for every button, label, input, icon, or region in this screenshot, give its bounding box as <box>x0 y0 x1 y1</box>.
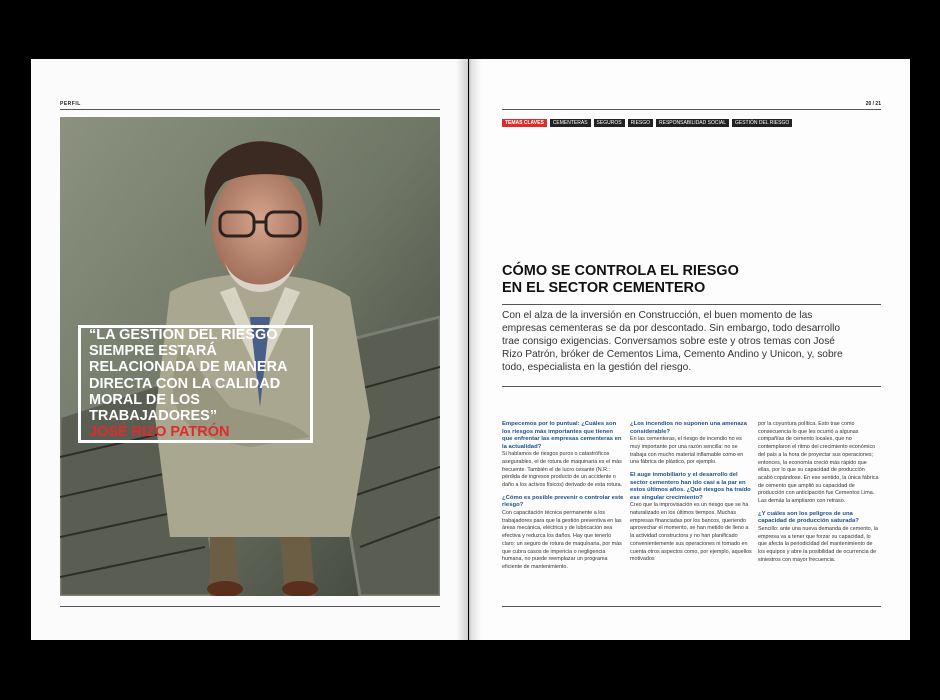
tag-seguros: SEGUROS <box>594 119 625 127</box>
tag-cementeras: CEMENTERAS <box>550 119 591 127</box>
question: ¿Cómo es posible prevenir o controlar este riesgo? <box>502 494 624 509</box>
tag-list <box>502 119 792 127</box>
lead-rule <box>502 386 881 387</box>
header-rule <box>60 109 440 110</box>
article-title <box>502 263 822 297</box>
text-column-2 <box>630 421 752 569</box>
text-column-1 <box>502 421 624 577</box>
footer-rule-right <box>502 606 881 607</box>
answer: Sencillo: ante una nueva demanda de cemento, la empresa va a tener que forzar su capacidad, lo que afecta la periodicidad del mantenimiento de los equipos y abre la posibilidad de ocurrencia de siniestros con mayor frecuencia. <box>758 525 878 563</box>
question: ¿Y cuáles son los peligros de una capacidad de producción saturada? <box>758 510 859 525</box>
question: Empecemos por lo puntual: ¿Cuáles son los riesgos más importantes que tienen que enfrentar las empresas cementeras en la actualidad? <box>502 421 622 450</box>
title-line-2: EN EL SECTOR CEMENTERO <box>502 280 706 296</box>
right-page <box>469 59 910 640</box>
answer: En las cementeras, el riesgo de incendio no es muy importante por una razón sencilla: no se trabaja con mucho material inflamable como en una fábrica de plástico, por ejemplo. <box>630 436 744 466</box>
magazine-spread <box>31 59 910 640</box>
left-page <box>31 59 468 640</box>
pull-quote <box>89 327 321 440</box>
tag-riesgo: RIESGO <box>628 119 653 127</box>
pull-quote-text: “LA GESTIÓN DEL RIESGO SIEMPRE ESTARÁ RELACIONADA DE MANERA DIRECTA CON LA CALIDAD MORAL DE LOS TRABAJADORES” <box>89 327 287 425</box>
tag-temas-claves: TEMAS CLAVES <box>502 119 547 127</box>
title-line-1: CÓMO SE CONTROLA EL RIESGO <box>502 263 739 279</box>
question: El auge inmobiliario y el desarrollo del sector cementero han ido casi a la par en estos últimos años. ¿Qué riesgos ha traído ese singular crecimiento? <box>630 472 751 501</box>
header-rule-right <box>502 109 881 110</box>
answer: Con capacitación técnica permanente a los trabajadores para que la gestión preventiva en las áreas mecánica, eléctrica y de lubricación sea efectiva y reduzca los daños. Hay que tenerlo claro: un seguro de rotura de maquinaria, por más que cubra casos de impericia o negligencia humana, no puede reemplazar un programa eficiente de mantenimiento. <box>502 510 622 570</box>
page-numbers: 20 / 21 <box>865 101 881 107</box>
article-lead: Con el alza de la inversión en Construcción, el buen momento de las empresas cementeras se da por descontado. Sin embargo, todo desarrollo trae consigo exigencias. Conversamos sobre este y otros temas con José Rizo Patrón, bróker de Cementos Lima, Cemento Andino y Unicon, y, sobre todo, especialista en la gestión del riesgo. <box>502 310 843 374</box>
quote-author: JOSÉ RIZO PATRÓN <box>89 424 230 441</box>
title-rule <box>502 304 881 305</box>
tag-gestion-del-riesgo: GESTIÓN DEL RIESGO <box>732 119 792 127</box>
tag-responsabilidad-social: RESPONSABILIDAD SOCIAL <box>656 119 729 127</box>
answer: Si hablamos de riesgos puros o catastróficos asegurables, el de rotura de maquinaria es el más frecuente. También el de lucro cesante (N.R.: pérdida de ingresos producto de un accidente o daño a los activos físicos) derivado de esta rotura. <box>502 451 623 489</box>
text-column-3 <box>758 421 880 569</box>
answer: Creo que la improvisación es un riesgo que se ha naturalizado en los últimos tiempos. Muchas empresas financiadas por los bancos, queriendo aprovechar el momento, se han metido de lleno a la actividad constructora y no han planificado convenientemente sus operaciones ni tomado en cuenta otros aspectos como, por ejemplo, aquellos motivados <box>630 502 752 563</box>
section-label: PERFIL <box>60 101 81 107</box>
footer-rule <box>60 606 440 607</box>
answer: por la coyuntura política. Esto trae como consecuencia lo que les ocurrió a algunas compañías de cemento locales, que no contemplaron el ritmo del crecimiento económico del país a la hora de proyectar sus operaciones; entonces, la economía creció más rápido que ellas, por lo que su capacidad de producción acabó copándose. En ese sentido, la única fábrica de cemento que amplió su capacidad de producción con anticipación fue Cementos Lima. Las demás la ampliaron con retraso. <box>758 421 879 505</box>
question: ¿Los incendios no suponen una amenaza considerable? <box>630 421 747 435</box>
